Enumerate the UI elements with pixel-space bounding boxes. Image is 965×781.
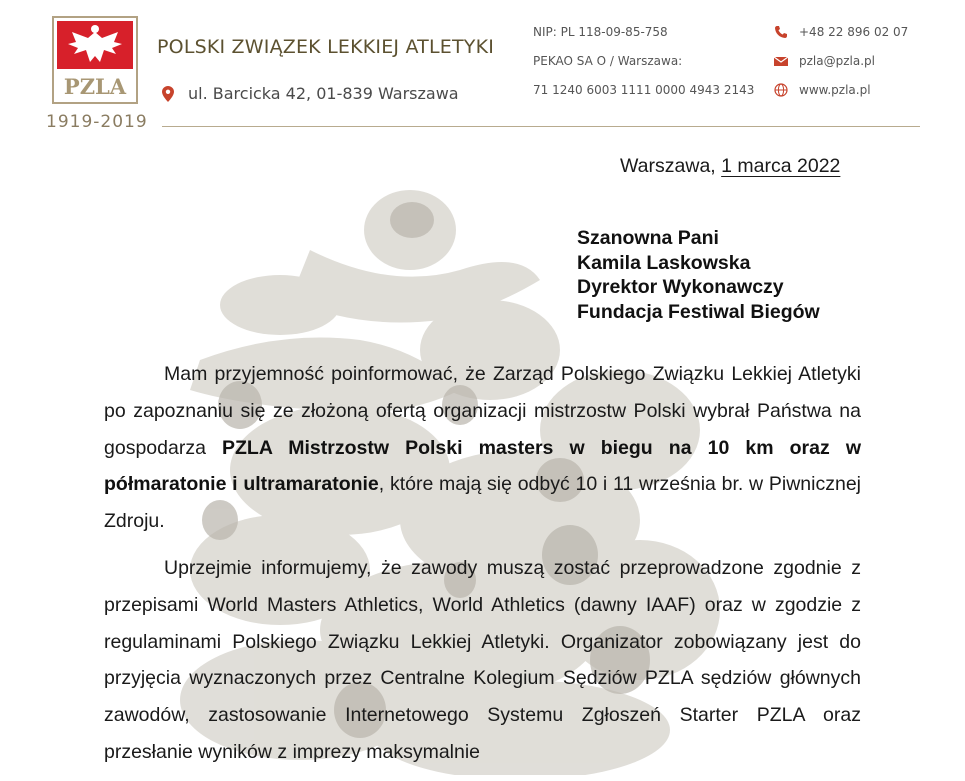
email-link[interactable]: pzla@pzla.pl: [799, 54, 875, 68]
recipient-organization: Fundacja Festiwal Biegów: [577, 300, 820, 323]
paragraph-1: [104, 356, 861, 540]
address-row: [162, 84, 459, 103]
logo-years: 1919-2019: [46, 112, 148, 132]
phone-row: [774, 25, 908, 54]
envelope-icon: [774, 54, 788, 68]
website-row: [774, 83, 908, 112]
address-text: ul. Barcicka 42, 01-839 Warszawa: [188, 84, 459, 103]
date-prefix: Warszawa,: [620, 155, 722, 177]
recipient-salutation: Szanowna Pani: [577, 227, 719, 249]
recipient-name: Kamila Laskowska: [577, 251, 751, 274]
contact-details: [774, 25, 908, 112]
paragraph-1-event-name: PZLA Mistrzostw Polski masters w biegu na 10 km oraz w półmaratonie i ultramaratonie: [104, 436, 861, 496]
pzla-logo: [52, 16, 138, 104]
bank-details: [533, 25, 754, 112]
phone-icon: [774, 25, 788, 39]
letter-body: [104, 356, 861, 781]
paragraph-1-outro: , które mają się odbyć 10 i 11 września br. w Piwnicznej Zdroju.: [104, 473, 861, 533]
website-link[interactable]: www.pzla.pl: [799, 83, 871, 97]
header-divider: [162, 126, 920, 127]
globe-icon: [774, 83, 788, 97]
letter-date-line: [620, 155, 840, 178]
recipient-block: [577, 226, 820, 324]
paragraph-1-intro: Mam przyjemność poinformować, że Zarząd Polskiego Związku Lekkiej Atletyki po zapoznaniu się ze złożoną ofertą organizacji mistrzostw Polski wybrał Państwa na gospodarza: [104, 363, 861, 459]
map-pin-icon: [162, 86, 174, 102]
phone-text: +48 22 896 02 07: [799, 25, 909, 39]
recipient-title: Dyrektor Wykonawczy: [577, 276, 784, 298]
paragraph-2: Uprzejmie informujemy, że zawody muszą zostać przeprowadzone zgodnie z przepisami World Masters Athletics, World Athletics (dawny IAAF) oraz w zgodzie z regulaminami Polskiego Związku Lekkiej Atletyki. Organizator zobowiązany jest do przyjęcia wyznaczonych przez Centralne Kolegium Sędziów PZLA sędziów głównych zawodów, zastosowanie Internetowego Systemu Zgłoszeń Starter PZLA oraz przesłanie wyników z imprezy maksymalnie: [104, 556, 861, 763]
logo-text: PZLA: [63, 74, 127, 99]
letter-date: 1 marca 2022: [721, 155, 841, 177]
email-row: [774, 54, 908, 83]
bank-name: PEKAO SA O / Warszawa:: [533, 54, 683, 68]
nip-text: NIP: PL 118-09-85-758: [533, 25, 668, 39]
organization-name: POLSKI ZWIĄZEK LEKKIEJ ATLETYKI: [157, 36, 495, 58]
bank-account: 71 1240 6003 1111 0000 4943 2143: [533, 83, 755, 97]
